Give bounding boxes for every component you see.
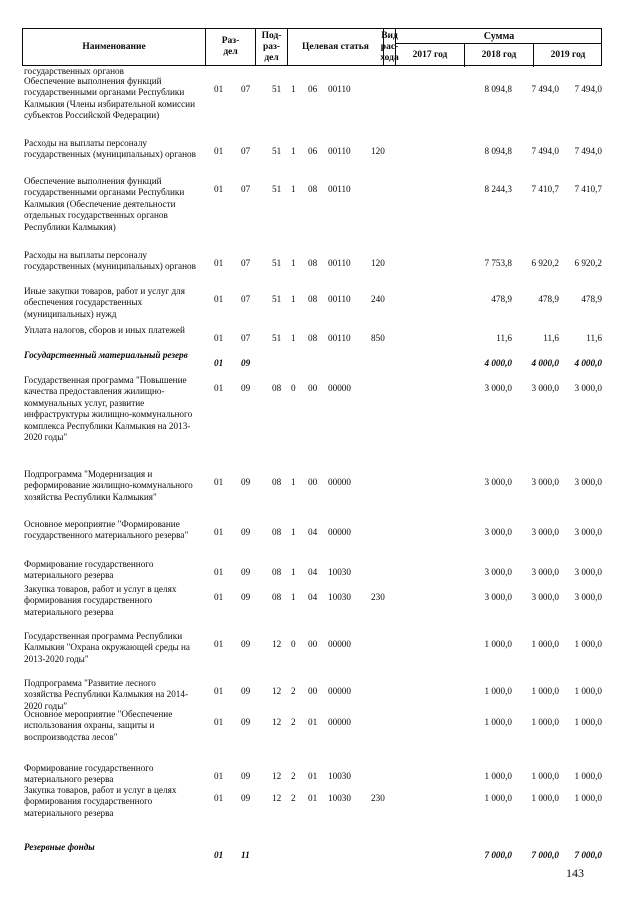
page-number: 143 bbox=[566, 866, 584, 880]
header-sum-title: Сумма bbox=[396, 29, 602, 44]
row-section: 01 bbox=[214, 84, 224, 94]
row-name: Закупка товаров, работ и услуг в целях формирования государственного материального резерва bbox=[24, 785, 179, 818]
row-subsection: 09 bbox=[241, 477, 251, 487]
row-target-3: 01 bbox=[308, 793, 318, 803]
row-section: 01 bbox=[214, 527, 224, 537]
row-sum-2019: 4 000,0 bbox=[574, 358, 602, 368]
row-name: Расходы на выплаты персоналу государственных (муниципальных) органов bbox=[24, 138, 196, 160]
header-name-text: Наименование bbox=[82, 41, 146, 52]
row-subsection: 09 bbox=[241, 793, 251, 803]
row-target-3: 01 bbox=[308, 771, 318, 781]
row-sum-2017: 7 000,0 bbox=[484, 850, 512, 860]
row-sum-2017: 3 000,0 bbox=[484, 527, 512, 537]
row-sum-2017: 3 000,0 bbox=[484, 592, 512, 602]
row-sum-2018: 4 000,0 bbox=[531, 358, 559, 368]
row-sum-2018: 1 000,0 bbox=[531, 686, 559, 696]
row-target-1: 12 bbox=[272, 771, 282, 781]
row-sum-2019: 7 494,0 bbox=[574, 146, 602, 156]
row-target-1: 12 bbox=[272, 686, 282, 696]
row-sum-2017: 8 244,3 bbox=[484, 184, 512, 194]
header-year-2019: 2019 год bbox=[550, 50, 586, 60]
row-section: 01 bbox=[214, 639, 224, 649]
row-section: 01 bbox=[214, 850, 224, 860]
row-target-3: 08 bbox=[308, 333, 318, 343]
row-sum-2017: 7 753,8 bbox=[484, 258, 512, 268]
row-target-4: 10030 bbox=[328, 771, 351, 781]
row-sum-2018: 7 000,0 bbox=[531, 850, 559, 860]
row-sum-2017: 4 000,0 bbox=[484, 358, 512, 368]
row-sum-2017: 8 094,8 bbox=[484, 84, 512, 94]
row-sum-2018: 7 494,0 bbox=[531, 146, 559, 156]
row-subsection: 09 bbox=[241, 639, 251, 649]
row-sum-2019: 1 000,0 bbox=[574, 771, 602, 781]
row-subsection: 09 bbox=[241, 358, 251, 368]
row-sum-2018: 1 000,0 bbox=[531, 717, 559, 727]
row-target-1: 12 bbox=[272, 717, 282, 727]
row-name: Уплата налогов, сборов и иных платежей bbox=[24, 325, 185, 335]
row-target-4: 10030 bbox=[328, 567, 351, 577]
row-target-3: 06 bbox=[308, 146, 318, 156]
row-sum-2019: 3 000,0 bbox=[574, 527, 602, 537]
row-target-2: 2 bbox=[291, 771, 296, 781]
row-expense-kind: 120 bbox=[371, 258, 385, 268]
row-section: 01 bbox=[214, 717, 224, 727]
row-subsection: 07 bbox=[241, 333, 251, 343]
header-subsection-text: Под- раз- дел bbox=[261, 30, 282, 63]
row-expense-kind: 230 bbox=[371, 793, 385, 803]
row-subsection: 09 bbox=[241, 567, 251, 577]
row-target-1: 12 bbox=[272, 639, 282, 649]
row-expense-kind: 230 bbox=[371, 592, 385, 602]
header-subsection bbox=[256, 29, 288, 65]
header-kind-text: Вид рас- хода bbox=[380, 30, 399, 63]
row-target-1: 51 bbox=[272, 294, 282, 304]
row-sum-2018: 7 494,0 bbox=[531, 84, 559, 94]
header-expense-kind bbox=[380, 29, 399, 65]
row-sum-2019: 3 000,0 bbox=[574, 567, 602, 577]
row-section: 01 bbox=[214, 383, 224, 393]
row-subsection: 07 bbox=[241, 258, 251, 268]
table-header bbox=[22, 28, 602, 66]
row-sum-2018: 3 000,0 bbox=[531, 383, 559, 393]
row-target-4: 00110 bbox=[328, 184, 351, 194]
row-subsection: 09 bbox=[241, 592, 251, 602]
row-name: Формирование государственного материального резерва bbox=[24, 763, 156, 785]
row-target-2: 2 bbox=[291, 793, 296, 803]
row-target-1: 51 bbox=[272, 333, 282, 343]
header-target-text: Целевая статья bbox=[302, 41, 369, 52]
row-target-4: 00000 bbox=[328, 717, 351, 727]
row-target-2: 1 bbox=[291, 592, 296, 602]
row-sum-2019: 1 000,0 bbox=[574, 639, 602, 649]
row-target-1: 51 bbox=[272, 84, 282, 94]
row-sum-2017: 3 000,0 bbox=[484, 567, 512, 577]
row-target-3: 00 bbox=[308, 383, 318, 393]
row-sum-2018: 1 000,0 bbox=[531, 771, 559, 781]
row-section: 01 bbox=[214, 358, 224, 368]
header-target-article bbox=[288, 29, 384, 65]
row-name: Резервные фонды bbox=[24, 842, 95, 852]
row-sum-2019: 7 000,0 bbox=[574, 850, 602, 860]
row-name: Формирование государственного материального резерва bbox=[24, 559, 156, 581]
row-target-2: 1 bbox=[291, 146, 296, 156]
row-target-4: 00110 bbox=[328, 84, 351, 94]
row-name: Подпрограмма "Модернизация и реформирование жилищно-коммунального хозяйства Республики Калмыкия" bbox=[24, 469, 196, 502]
row-target-2: 2 bbox=[291, 686, 296, 696]
row-sum-2019: 7 410,7 bbox=[574, 184, 602, 194]
row-target-4: 00000 bbox=[328, 477, 351, 487]
row-target-3: 08 bbox=[308, 294, 318, 304]
row-subsection: 09 bbox=[241, 771, 251, 781]
row-section: 01 bbox=[214, 184, 224, 194]
row-target-2: 1 bbox=[291, 333, 296, 343]
row-name: Подпрограмма "Развитие лесного хозяйства Республики Калмыкия на 2014-2020 годы" bbox=[24, 678, 189, 711]
row-target-1: 08 bbox=[272, 527, 282, 537]
row-name: Закупка товаров, работ и услуг в целях формирования государственного материального резерва bbox=[24, 584, 179, 617]
row-target-3: 00 bbox=[308, 639, 318, 649]
row-target-2: 0 bbox=[291, 383, 296, 393]
row-target-3: 00 bbox=[308, 686, 318, 696]
row-sum-2018: 1 000,0 bbox=[531, 793, 559, 803]
row-subsection: 07 bbox=[241, 294, 251, 304]
row-target-2: 0 bbox=[291, 639, 296, 649]
row-subsection: 07 bbox=[241, 146, 251, 156]
row-target-2: 1 bbox=[291, 477, 296, 487]
row-sum-2019: 3 000,0 bbox=[574, 383, 602, 393]
row-section: 01 bbox=[214, 567, 224, 577]
row-target-2: 1 bbox=[291, 84, 296, 94]
row-target-1: 08 bbox=[272, 477, 282, 487]
row-target-2: 2 bbox=[291, 717, 296, 727]
row-section: 01 bbox=[214, 333, 224, 343]
row-target-1: 51 bbox=[272, 258, 282, 268]
row-target-2: 1 bbox=[291, 294, 296, 304]
row-subsection: 09 bbox=[241, 686, 251, 696]
row-sum-2017: 11,6 bbox=[496, 333, 512, 343]
row-section: 01 bbox=[214, 771, 224, 781]
row-sum-2017: 1 000,0 bbox=[484, 793, 512, 803]
row-sum-2018: 7 410,7 bbox=[531, 184, 559, 194]
row-target-4: 00000 bbox=[328, 383, 351, 393]
row-sum-2017: 3 000,0 bbox=[484, 383, 512, 393]
row-sum-2019: 11,6 bbox=[586, 333, 602, 343]
row-name: Обеспечение выполнения функций государственными органами Республики Калмыкия (Обеспечение деятельности отдельных государственных органов Республики Калмыкия) bbox=[24, 176, 187, 232]
row-target-3: 08 bbox=[308, 258, 318, 268]
row-name: Государственная программа "Повышение качества предоставления жилищно-коммунальных услуг, развитие инфраструктуры жилищно-коммунального комплекса Республики Калмыкия на 2013-2020 годы" bbox=[24, 375, 195, 443]
row-target-1: 08 bbox=[272, 592, 282, 602]
row-target-3: 04 bbox=[308, 592, 318, 602]
header-year-2017: 2017 год bbox=[396, 43, 465, 67]
row-expense-kind: 850 bbox=[371, 333, 385, 343]
header-section-text: Раз- дел bbox=[221, 36, 240, 57]
row-section: 01 bbox=[214, 258, 224, 268]
row-expense-kind: 240 bbox=[371, 294, 385, 304]
row-sum-2018: 6 920,2 bbox=[531, 258, 559, 268]
row-target-4: 10030 bbox=[328, 592, 351, 602]
row-target-4: 00110 bbox=[328, 294, 351, 304]
row-section: 01 bbox=[214, 686, 224, 696]
row-target-3: 00 bbox=[308, 477, 318, 487]
row-name: Государственная программа Республики Калмыкия "Охрана окружающей среды на 2013-2020 годы" bbox=[24, 631, 193, 664]
row-sum-2018: 1 000,0 bbox=[531, 639, 559, 649]
row-target-1: 08 bbox=[272, 383, 282, 393]
header-sum bbox=[396, 29, 602, 67]
row-subsection: 07 bbox=[241, 84, 251, 94]
row-target-3: 01 bbox=[308, 717, 318, 727]
row-subsection: 09 bbox=[241, 717, 251, 727]
row-sum-2018: 3 000,0 bbox=[531, 527, 559, 537]
row-sum-2019: 478,9 bbox=[581, 294, 602, 304]
row-target-2: 1 bbox=[291, 567, 296, 577]
row-target-3: 04 bbox=[308, 527, 318, 537]
row-target-4: 10030 bbox=[328, 793, 351, 803]
row-target-4: 00110 bbox=[328, 333, 351, 343]
row-sum-2018: 478,9 bbox=[538, 294, 559, 304]
row-sum-2019: 1 000,0 bbox=[574, 686, 602, 696]
row-name: Государственный материальный резерв bbox=[24, 350, 188, 360]
row-name: Иные закупки товаров, работ и услуг для обеспечения государственных (муниципальных) нужд bbox=[24, 286, 188, 319]
row-sum-2017: 1 000,0 bbox=[484, 771, 512, 781]
row-target-1: 12 bbox=[272, 793, 282, 803]
row-section: 01 bbox=[214, 146, 224, 156]
row-name: государственных органов bbox=[24, 66, 124, 76]
row-target-2: 1 bbox=[291, 184, 296, 194]
row-target-4: 00000 bbox=[328, 639, 351, 649]
row-section: 01 bbox=[214, 294, 224, 304]
row-expense-kind: 120 bbox=[371, 146, 385, 156]
row-name: Обеспечение выполнения функций государственными органами Республики Калмыкия (Члены избирательной комиссии субъектов Российской Федерации) bbox=[24, 76, 198, 121]
row-sum-2019: 1 000,0 bbox=[574, 717, 602, 727]
header-year-2018: 2018 год bbox=[465, 43, 534, 67]
row-sum-2017: 8 094,8 bbox=[484, 146, 512, 156]
row-name: Основное мероприятие "Формирование государственного материального резерва" bbox=[24, 519, 189, 541]
row-name: Основное мероприятие "Обеспечение использования охраны, защиты и воспроизводства лесов" bbox=[24, 709, 175, 742]
row-target-2: 1 bbox=[291, 258, 296, 268]
row-subsection: 09 bbox=[241, 383, 251, 393]
row-subsection: 07 bbox=[241, 184, 251, 194]
row-target-4: 00000 bbox=[328, 527, 351, 537]
row-sum-2017: 478,9 bbox=[491, 294, 512, 304]
row-sum-2018: 3 000,0 bbox=[531, 477, 559, 487]
header-section bbox=[206, 29, 256, 65]
row-sum-2019: 3 000,0 bbox=[574, 477, 602, 487]
row-sum-2018: 3 000,0 bbox=[531, 592, 559, 602]
row-target-3: 06 bbox=[308, 84, 318, 94]
row-target-3: 08 bbox=[308, 184, 318, 194]
row-subsection: 11 bbox=[241, 850, 250, 860]
row-target-4: 00110 bbox=[328, 258, 351, 268]
row-sum-2017: 1 000,0 bbox=[484, 686, 512, 696]
row-sum-2018: 11,6 bbox=[543, 333, 559, 343]
row-sum-2017: 1 000,0 bbox=[484, 717, 512, 727]
row-target-1: 51 bbox=[272, 146, 282, 156]
row-sum-2019: 3 000,0 bbox=[574, 592, 602, 602]
row-section: 01 bbox=[214, 793, 224, 803]
row-target-4: 00110 bbox=[328, 146, 351, 156]
row-target-1: 08 bbox=[272, 567, 282, 577]
row-sum-2017: 3 000,0 bbox=[484, 477, 512, 487]
row-target-2: 1 bbox=[291, 527, 296, 537]
row-sum-2019: 6 920,2 bbox=[574, 258, 602, 268]
row-section: 01 bbox=[214, 477, 224, 487]
row-target-1: 51 bbox=[272, 184, 282, 194]
row-sum-2017: 1 000,0 bbox=[484, 639, 512, 649]
row-target-4: 00000 bbox=[328, 686, 351, 696]
row-sum-2019: 7 494,0 bbox=[574, 84, 602, 94]
row-sum-2019: 1 000,0 bbox=[574, 793, 602, 803]
row-section: 01 bbox=[214, 592, 224, 602]
row-target-3: 04 bbox=[308, 567, 318, 577]
row-sum-2018: 3 000,0 bbox=[531, 567, 559, 577]
row-name: Расходы на выплаты персоналу государственных (муниципальных) органов bbox=[24, 250, 196, 272]
header-name bbox=[23, 29, 206, 65]
row-subsection: 09 bbox=[241, 527, 251, 537]
